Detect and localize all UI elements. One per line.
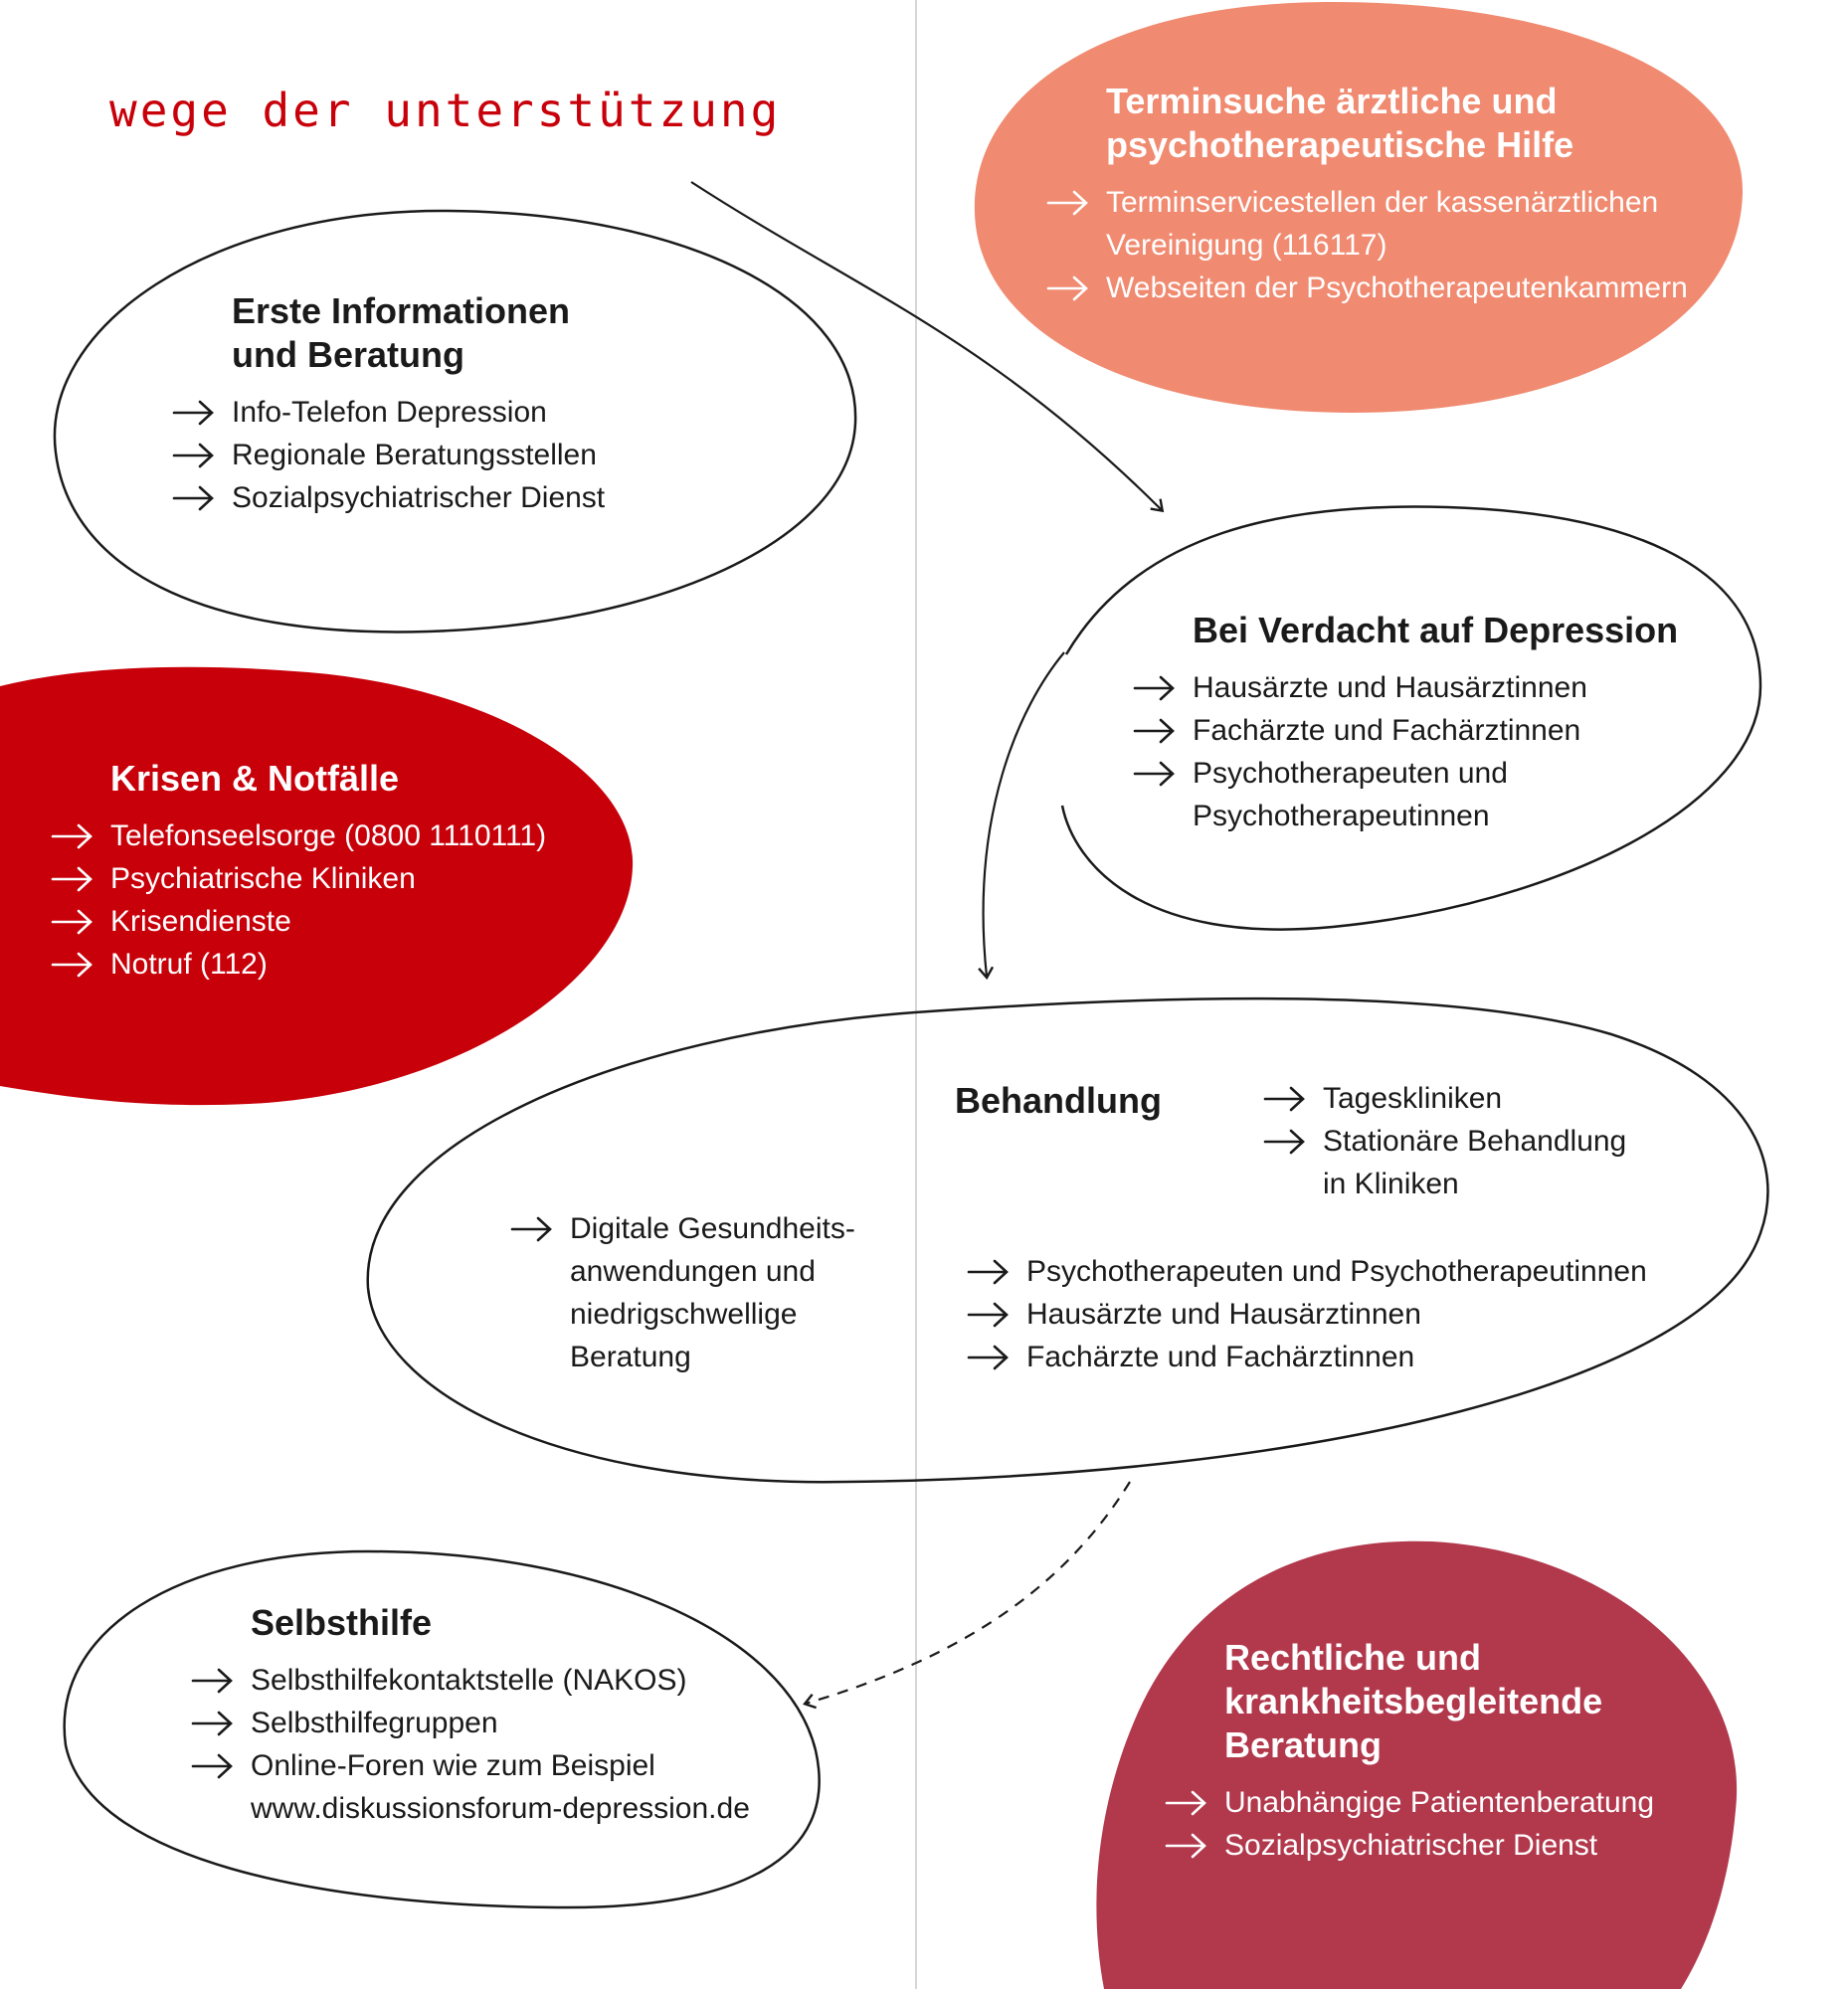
item-line: Psychotherapeuten und Psychotherapeutinnen bbox=[1026, 1255, 1647, 1288]
item-line: Online-Foren wie zum Beispiel bbox=[251, 1749, 655, 1782]
arrow-right-icon bbox=[189, 1744, 237, 1787]
list-item bbox=[1323, 1077, 1626, 1120]
arrow-right-icon bbox=[189, 1659, 237, 1702]
list-item bbox=[1224, 1824, 1654, 1867]
arrow-right-icon bbox=[965, 1250, 1013, 1293]
item-line: Regionale Beratungsstellen bbox=[232, 439, 597, 471]
item-list bbox=[1323, 1077, 1626, 1205]
list-item bbox=[110, 900, 546, 943]
item-line: Selbsthilfegruppen bbox=[251, 1707, 498, 1739]
heading-line: psychotherapeutische Hilfe bbox=[1106, 124, 1574, 165]
arrow-right-icon bbox=[49, 900, 96, 943]
list-item bbox=[1193, 709, 1678, 752]
item-line: Info-Telefon Depression bbox=[232, 396, 547, 429]
arrow-right-icon bbox=[1131, 752, 1179, 795]
item-list bbox=[1193, 666, 1678, 837]
item-list bbox=[251, 1659, 750, 1830]
heading-line: Rechtliche und bbox=[1224, 1637, 1482, 1678]
section-krisen bbox=[110, 757, 546, 986]
page-title: wege der unterstützung bbox=[109, 84, 782, 137]
list-item bbox=[1026, 1336, 1647, 1378]
connector-behandlung-to-selbsthilfe bbox=[806, 1482, 1130, 1704]
item-list bbox=[110, 814, 546, 986]
arrow-right-icon bbox=[1261, 1077, 1309, 1120]
item-line: Webseiten der Psychotherapeutenkammern bbox=[1106, 271, 1688, 304]
list-item bbox=[1193, 752, 1678, 837]
section-heading bbox=[1224, 1636, 1654, 1767]
connector-verdacht-to-behandlung bbox=[984, 652, 1064, 977]
heading-line: Bei Verdacht auf Depression bbox=[1193, 610, 1679, 650]
arrow-right-icon bbox=[965, 1336, 1013, 1378]
arrow-right-icon bbox=[170, 391, 218, 434]
list-item bbox=[1193, 666, 1678, 709]
arrow-right-icon bbox=[508, 1207, 556, 1250]
heading-line: Terminsuche ärztliche und bbox=[1106, 81, 1558, 121]
item-line: Stationäre Behandlung bbox=[1323, 1125, 1627, 1158]
heading-line: Krisen & Notfälle bbox=[110, 758, 400, 799]
section-heading bbox=[1106, 80, 1688, 167]
heading-line: Selbsthilfe bbox=[251, 1602, 433, 1643]
item-line: Beratung bbox=[570, 1341, 691, 1373]
list-item bbox=[1026, 1293, 1647, 1336]
arrow-right-icon bbox=[49, 814, 96, 857]
list-item bbox=[232, 391, 605, 434]
item-line: Psychotherapeuten und bbox=[1193, 757, 1508, 790]
arrow-right-icon bbox=[1131, 709, 1179, 752]
heading-line: Erste Informationen bbox=[232, 290, 571, 331]
item-list bbox=[232, 391, 605, 519]
list-item bbox=[232, 476, 605, 519]
arrow-right-icon bbox=[170, 434, 218, 476]
behandlung-digital-list bbox=[570, 1207, 855, 1378]
item-line: Digitale Gesundheits- bbox=[570, 1212, 855, 1245]
item-line: Telefonseelsorge (0800 1110111) bbox=[110, 819, 547, 852]
list-item bbox=[110, 943, 546, 986]
item-list bbox=[570, 1207, 855, 1378]
section-selbsthilfe bbox=[251, 1601, 750, 1830]
heading-line: und Beratung bbox=[232, 334, 464, 375]
arrow-right-icon bbox=[1131, 666, 1179, 709]
item-line: Notruf (112) bbox=[110, 948, 268, 981]
arrow-right-icon bbox=[1163, 1781, 1210, 1824]
arrow-right-icon bbox=[49, 943, 96, 986]
item-line: Hausärzte und Hausärztinnen bbox=[1193, 671, 1587, 704]
arrow-right-icon bbox=[170, 476, 218, 519]
item-line: Krisendienste bbox=[110, 905, 291, 938]
behandlung-kliniken-list bbox=[1323, 1077, 1626, 1205]
arrow-right-icon bbox=[965, 1293, 1013, 1336]
item-line: Sozialpsychiatrischer Dienst bbox=[232, 481, 606, 514]
list-item bbox=[570, 1207, 855, 1378]
section-erste-informationen bbox=[232, 289, 605, 519]
behandlung-praxen-list bbox=[1026, 1250, 1647, 1378]
arrow-right-icon bbox=[1044, 267, 1092, 309]
item-list bbox=[1106, 181, 1688, 309]
list-item bbox=[251, 1659, 750, 1702]
section-behandlung-heading bbox=[955, 1079, 1162, 1137]
section-heading bbox=[232, 289, 605, 377]
list-item bbox=[232, 434, 605, 476]
section-verdacht bbox=[1193, 609, 1678, 837]
list-item bbox=[1106, 267, 1688, 309]
heading-line: krankheitsbegleitende bbox=[1224, 1681, 1603, 1721]
item-line: Sozialpsychiatrischer Dienst bbox=[1224, 1829, 1598, 1862]
item-line: niedrigschwellige bbox=[570, 1298, 798, 1331]
item-line: Psychotherapeutinnen bbox=[1193, 800, 1490, 832]
item-line: in Kliniken bbox=[1323, 1168, 1459, 1200]
list-item bbox=[110, 857, 546, 900]
list-item bbox=[1026, 1250, 1647, 1293]
section-heading bbox=[1193, 609, 1678, 652]
list-item bbox=[251, 1744, 750, 1830]
item-line: Psychiatrische Kliniken bbox=[110, 862, 416, 895]
arrow-right-icon bbox=[189, 1702, 237, 1744]
section-heading bbox=[251, 1601, 750, 1645]
item-line: Selbsthilfekontaktstelle (NAKOS) bbox=[251, 1664, 687, 1697]
section-heading bbox=[955, 1079, 1162, 1123]
section-rechtliche bbox=[1224, 1636, 1654, 1867]
arrow-right-icon bbox=[1163, 1824, 1210, 1867]
arrow-right-icon bbox=[1261, 1120, 1309, 1163]
item-list bbox=[1026, 1250, 1647, 1378]
arrow-right-icon bbox=[49, 857, 96, 900]
list-item bbox=[251, 1702, 750, 1744]
list-item bbox=[1323, 1120, 1626, 1205]
item-line: Fachärzte und Fachärztinnen bbox=[1193, 714, 1581, 747]
item-line: Hausärzte und Hausärztinnen bbox=[1026, 1298, 1421, 1331]
item-line: Terminservicestellen der kassenärztlichen bbox=[1106, 186, 1659, 219]
item-line: Unabhängige Patientenberatung bbox=[1224, 1786, 1655, 1819]
item-line: Vereinigung (116117) bbox=[1106, 229, 1387, 262]
list-item bbox=[1224, 1781, 1654, 1824]
list-item bbox=[1106, 181, 1688, 267]
list-item bbox=[110, 814, 546, 857]
item-line: Tageskliniken bbox=[1323, 1082, 1503, 1115]
heading-line: Beratung bbox=[1224, 1724, 1383, 1765]
section-terminsuche bbox=[1106, 80, 1688, 309]
item-line: Fachärzte und Fachärztinnen bbox=[1026, 1341, 1415, 1373]
arrow-right-icon bbox=[1044, 181, 1092, 224]
heading-line: Behandlung bbox=[955, 1080, 1162, 1121]
item-line: anwendungen und bbox=[570, 1255, 816, 1288]
item-list bbox=[1224, 1781, 1654, 1867]
section-heading bbox=[110, 757, 546, 801]
item-line: www.diskussionsforum-depression.de bbox=[251, 1792, 750, 1825]
